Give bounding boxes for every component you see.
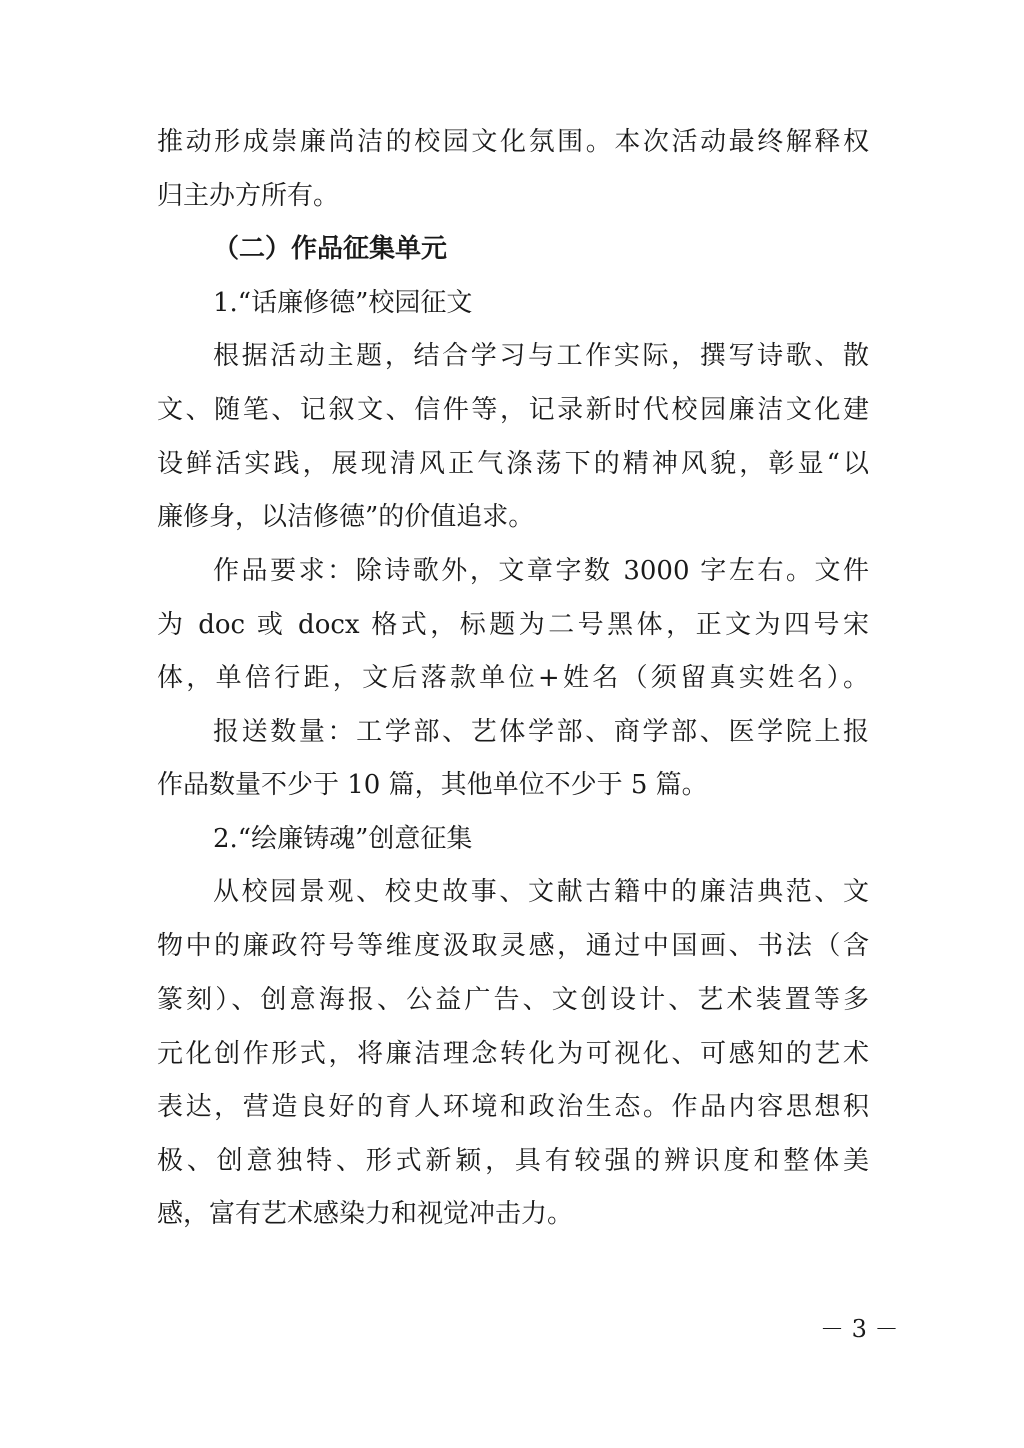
item1-desc-line-4: 廉修身，以洁修德”的价值追求。 [157, 502, 535, 532]
item2-desc-line-3: 篆刻）、创意海报、公益广告、文创设计、艺术装置等多 [157, 985, 869, 1015]
item1-req-line-2: 为 doc 或 docx 格式，标题为二号黑体，正文为四号宋 [157, 610, 869, 640]
item1-desc-line-3: 设鲜活实践，展现清风正气涤荡下的精神风貌，彰显“以 [157, 449, 869, 479]
item2-desc-line-6: 极、创意独特、形式新颖，具有较强的辨识度和整体美 [157, 1146, 869, 1176]
item1-req-line-1: 作品要求：除诗歌外，文章字数 3000 字左右。文件 [213, 556, 869, 586]
item2-desc-line-5: 表达，营造良好的育人环境和政治生态。作品内容思想积 [157, 1092, 869, 1122]
item2-desc-line-4: 元化创作形式，将廉洁理念转化为可视化、可感知的艺术 [157, 1039, 869, 1069]
item2-desc-line-1: 从校园景观、校史故事、文献古籍中的廉洁典范、文 [213, 877, 869, 907]
item1-desc-line-1: 根据活动主题，结合学习与工作实际，撰写诗歌、散 [213, 341, 869, 371]
item2-desc-line-2: 物中的廉政符号等维度汲取灵感，通过中国画、书法（含 [157, 931, 869, 961]
item1-title: 1.“话廉修德”校园征文 [213, 288, 473, 318]
item1-req-line-3: 体，单倍行距，文后落款单位+姓名（须留真实姓名）。 [157, 663, 869, 693]
intro-line-2: 归主办方所有。 [157, 181, 340, 211]
section-heading: （二）作品征集单元 [213, 234, 448, 264]
item1-count-line-1: 报送数量：工学部、艺体学部、商学部、医学院上报 [213, 717, 869, 747]
item1-desc-line-2: 文、随笔、记叙文、信件等，记录新时代校园廉洁文化建 [157, 395, 869, 425]
item1-count-line-2: 作品数量不少于 10 篇，其他单位不少于 5 篇。 [157, 770, 708, 800]
item2-desc-line-7: 感，富有艺术感染力和视觉冲击力。 [157, 1199, 574, 1229]
item2-title: 2.“绘廉铸魂”创意征集 [213, 824, 473, 854]
page-number: － 3 － [820, 1315, 899, 1343]
intro-line-1: 推动形成崇廉尚洁的校园文化氛围。本次活动最终解释权 [157, 127, 869, 157]
